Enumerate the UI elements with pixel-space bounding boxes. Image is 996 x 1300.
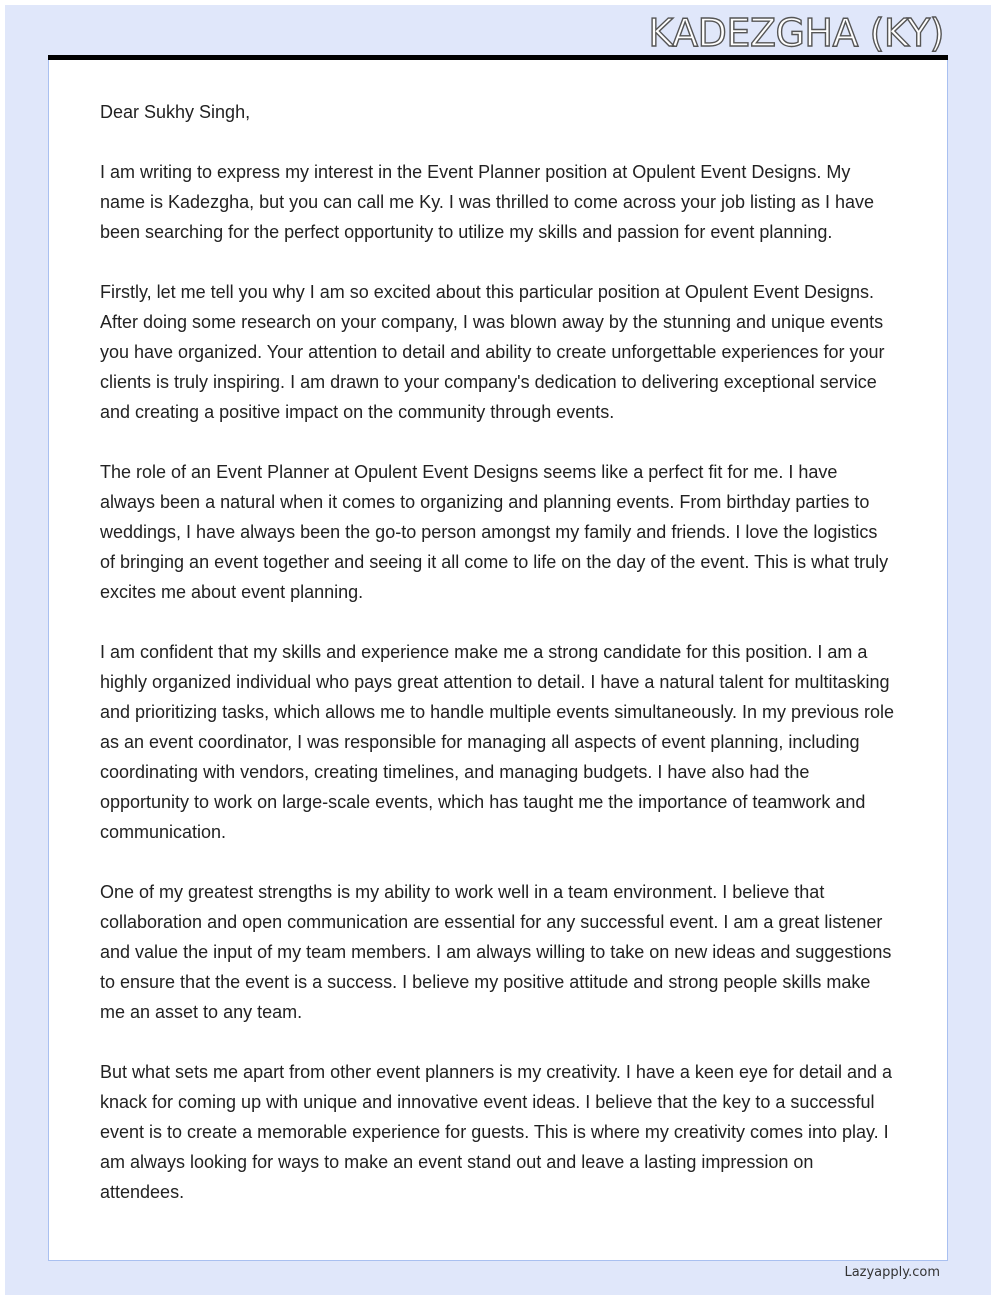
paragraph: I am confident that my skills and experience make me a strong candidate for this position. I am a highly organized individual who pays great attention to detail. I have a natural talent for multitasking and prioritizing tasks, which allows me to handle multiple events simultaneously. In my previous role as an event coordinator, I was responsible for managing all aspects of event planning, including coordinating with vendors, creating timelines, and managing budgets. I have also had the opportunity to work on large-scale events, which has taught me the importance of teamwork and communication. bbox=[100, 642, 895, 842]
letter-body bbox=[100, 97, 895, 1207]
salutation: Dear Sukhy Singh, bbox=[100, 102, 251, 122]
paragraph: Firstly, let me tell you why I am so excited about this particular position at Opulent Event Designs. After doing some research on your company, I was blown away by the stunning and unique events you have organized. Your attention to detail and ability to create unforgettable experiences for your clients is truly inspiring. I am drawn to your company's dedication to delivering exceptional service and creating a positive impact on the community through events. bbox=[100, 282, 885, 422]
paragraph: I am writing to express my interest in the Event Planner position at Opulent Event Designs. My name is Kadezgha, but you can call me Ky. I was thrilled to come across your job listing as I have been searching for the perfect opportunity to utilize my skills and passion for event planning. bbox=[100, 162, 875, 242]
paragraph: But what sets me apart from other event planners is my creativity. I have a keen eye for detail and a knack for coming up with unique and innovative event ideas. I believe that the key to a successful event is to create a memorable experience for guests. This is where my creativity comes into play. I am always looking for ways to make an event stand out and leave a lasting impression on attendees. bbox=[100, 1062, 893, 1202]
header-divider bbox=[48, 55, 948, 60]
applicant-name-heading: KADEZGHA (KY) bbox=[648, 11, 944, 55]
watermark: Lazyapply.com bbox=[844, 1265, 940, 1280]
paragraph: One of my greatest strengths is my ability to work well in a team environment. I believe that collaboration and open communication are essential for any successful event. I am a great listener and value the input of my team members. I am always willing to take on new ideas and suggestions to ensure that the event is a success. I believe my positive attitude and strong people skills make me an asset to any team. bbox=[100, 882, 892, 1022]
paragraph: The role of an Event Planner at Opulent Event Designs seems like a perfect fit for me. I have always been a natural when it comes to organizing and planning events. From birthday parties to weddings, I have always been the go-to person amongst my family and friends. I love the logistics of bringing an event together and seeing it all come to life on the day of the event. This is what truly excites me about event planning. bbox=[100, 462, 889, 602]
letter-page bbox=[48, 55, 948, 1261]
